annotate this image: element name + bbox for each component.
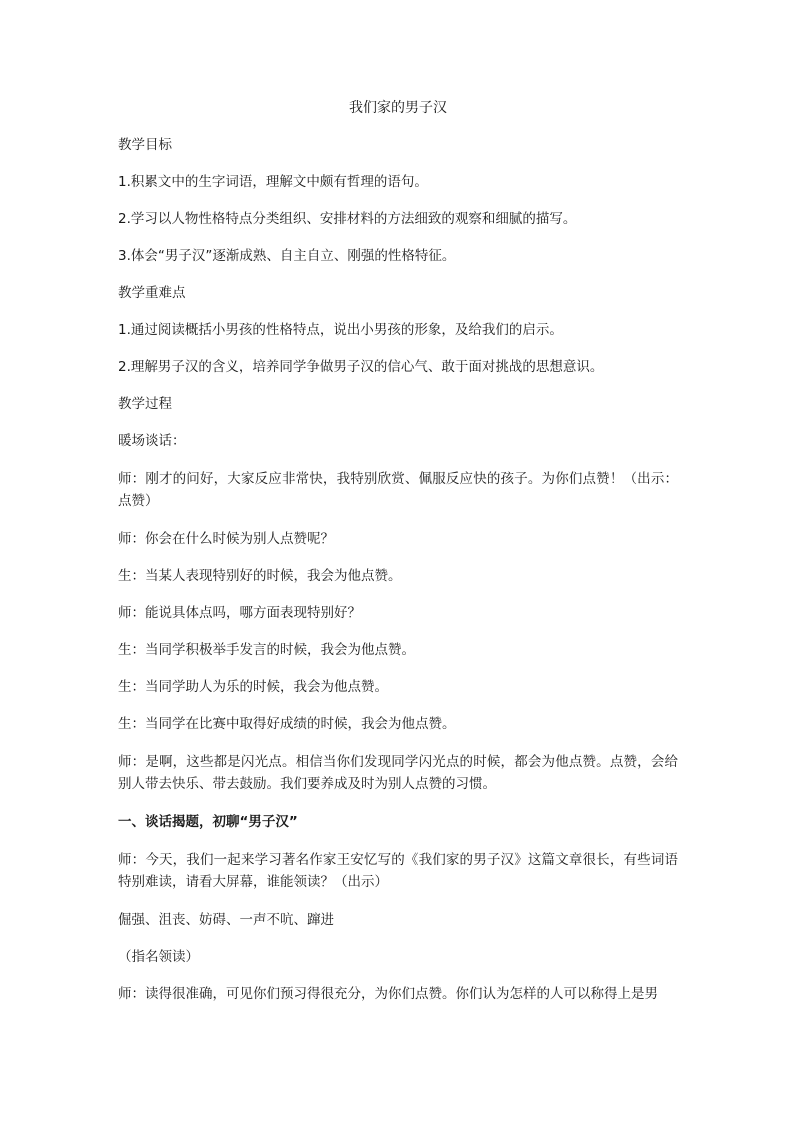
vocabulary-list: 倔强、沮丧、妨碍、一声不吭、蹿进 — [118, 912, 334, 928]
goal-item-2: 2.学习以人物性格特点分类组织、安排材料的方法细致的观察和细腻的描写。 — [118, 211, 577, 227]
document-body — [118, 98, 678, 1021]
dialogue-line: 生：当某人表现特别好的时候，我会为他点赞。 — [118, 568, 402, 584]
section-heading-1: 一、谈话揭题，初聊“男子汉” — [118, 814, 298, 830]
heading-teaching-process: 教学过程 — [118, 396, 172, 412]
dialogue-line: 师：能说具体点吗，哪方面表现特别好？ — [118, 605, 361, 621]
dialogue-line: 生：当同学在比赛中取得好成绩的时候，我会为他点赞。 — [118, 716, 456, 732]
dialogue-line: 师：是啊，这些都是闪光点。相信当你们发现同学闪光点的时候，都会为他点赞。点赞，会给别人带去快乐、带去鼓励。我们要养成及时为别人点赞的习惯。 — [118, 754, 678, 792]
warmup-heading: 暖场谈话： — [118, 433, 186, 449]
difficulty-item-2: 2.理解男子汉的含义，培养同学争做男子汉的信心气、敢于面对挑战的思想意识。 — [118, 359, 604, 375]
dialogue-line: 师：读得很准确，可见你们预习得很充分，为你们点赞。你们认为怎样的人可以称得上是男 — [118, 986, 658, 1002]
dialogue-line: 师：刚才的问好，大家反应非常快，我特别欣赏、佩服反应快的孩子。为你们点赞！（出示：点赞） — [118, 471, 678, 509]
dialogue-line: 生：当同学积极举手发言的时候，我会为他点赞。 — [118, 642, 415, 658]
dialogue-line: 师：今天，我们一起来学习著名作家王安忆写的《我们家的男子汉》这篇文章很长，有些词语特别难读，请看大屏幕，谁能领读？（出示） — [118, 852, 678, 890]
document-title: 我们家的男子汉 — [349, 100, 447, 116]
heading-teaching-goals: 教学目标 — [118, 137, 172, 153]
goal-item-3: 3.体会“男子汉”逐渐成熟、自主自立、刚强的性格特征。 — [118, 248, 456, 264]
heading-key-difficulties: 教学重难点 — [118, 285, 186, 301]
dialogue-line: 师：你会在什么时候为别人点赞呢？ — [118, 531, 334, 547]
difficulty-item-1: 1.通过阅读概括小男孩的性格特点，说出小男孩的形象，及给我们的启示。 — [118, 322, 563, 338]
dialogue-line: 生：当同学助人为乐的时候，我会为他点赞。 — [118, 679, 388, 695]
stage-direction: （指名领读） — [118, 949, 199, 965]
goal-item-1: 1.积累文中的生字词语，理解文中颇有哲理的语句。 — [118, 174, 428, 190]
